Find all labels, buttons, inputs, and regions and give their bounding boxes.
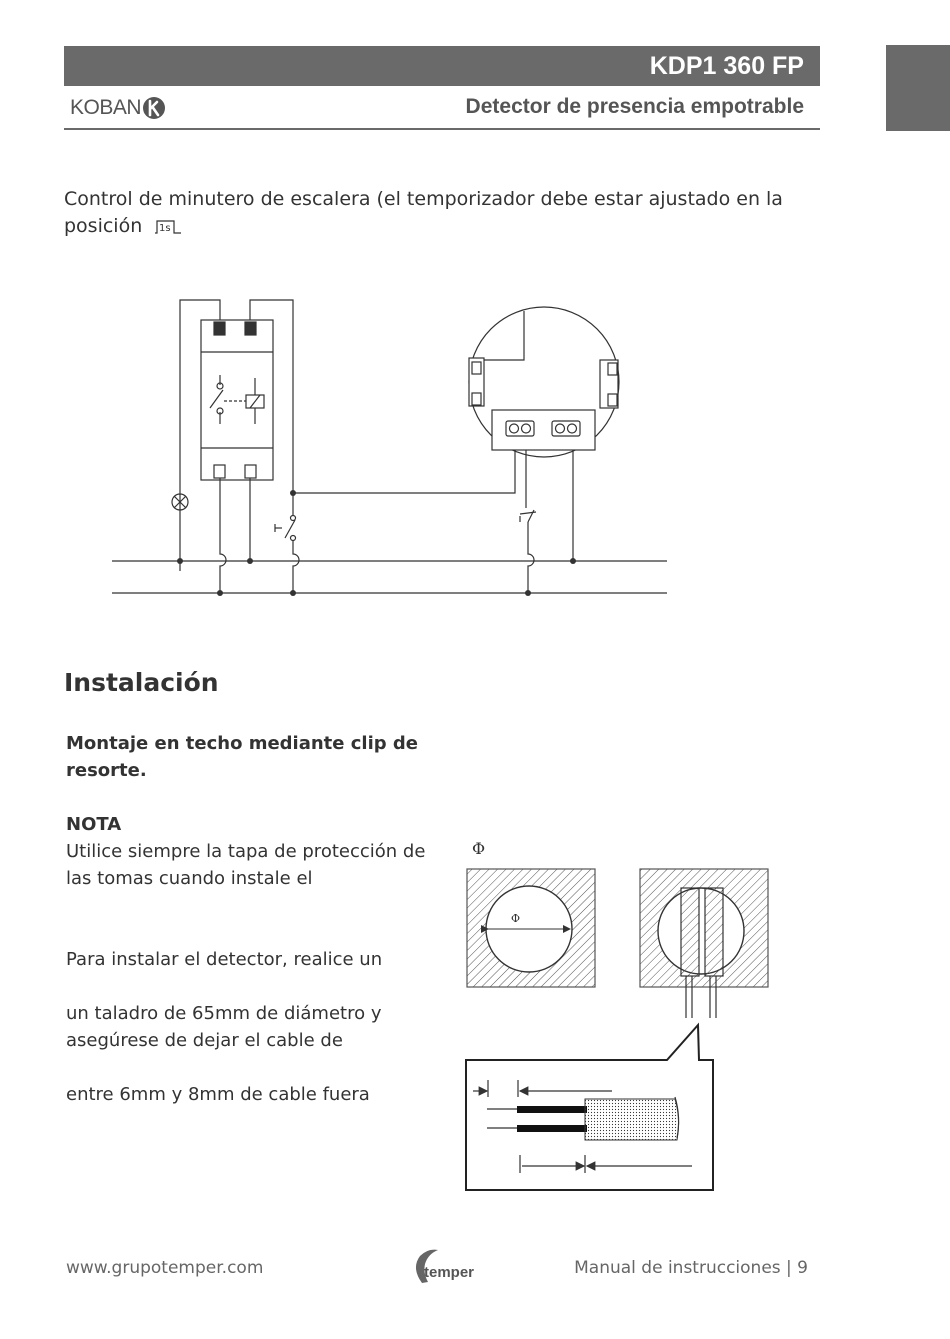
install-step-3: entre 6mm y 8mm de cable fuera (66, 1084, 370, 1105)
temper-swirl-icon (408, 1246, 488, 1286)
title-bar (64, 46, 820, 86)
product-model: KDP1 360 FP (649, 52, 804, 80)
note-text: Utilice siempre la tapa de protección de las tomas cuando instale el (66, 841, 426, 889)
product-subtitle: Detector de presencia empotrable (465, 95, 804, 118)
mounting-subheading: Montaje en techo mediante clip de resorte. (66, 733, 419, 781)
chapter-tab-marker (886, 45, 950, 131)
timer-position-label: 1s (159, 222, 171, 234)
section-title-installation: Instalación (64, 668, 219, 697)
brand-name: KOBAN (70, 96, 142, 119)
intro-text: Control de minutero de escalera (el temporizador debe estar ajustado en la posición (64, 188, 783, 237)
temper-logo (408, 1246, 488, 1290)
footer-logo-text: temper (424, 1264, 475, 1281)
wiring-diagram (100, 290, 680, 610)
install-step-2: un taladro de 65mm de diámetro y asegúrese de dejar el cable de (66, 1003, 382, 1051)
footer-url: www.grupotemper.com (66, 1258, 264, 1278)
hole-diameter-symbol: Φ (511, 912, 521, 925)
timer-position-icon (154, 219, 182, 235)
install-step-1: Para instalar el detector, realice un (66, 949, 383, 970)
koban-k-icon (142, 96, 166, 120)
koban-logo (70, 95, 166, 121)
header-rule (64, 128, 820, 130)
intro-paragraph (64, 186, 824, 240)
diameter-symbol: Φ (472, 839, 486, 858)
footer-page-label: Manual de instrucciones | 9 (574, 1258, 808, 1278)
note-title: NOTA (66, 814, 122, 835)
installation-diagram (455, 835, 785, 1195)
